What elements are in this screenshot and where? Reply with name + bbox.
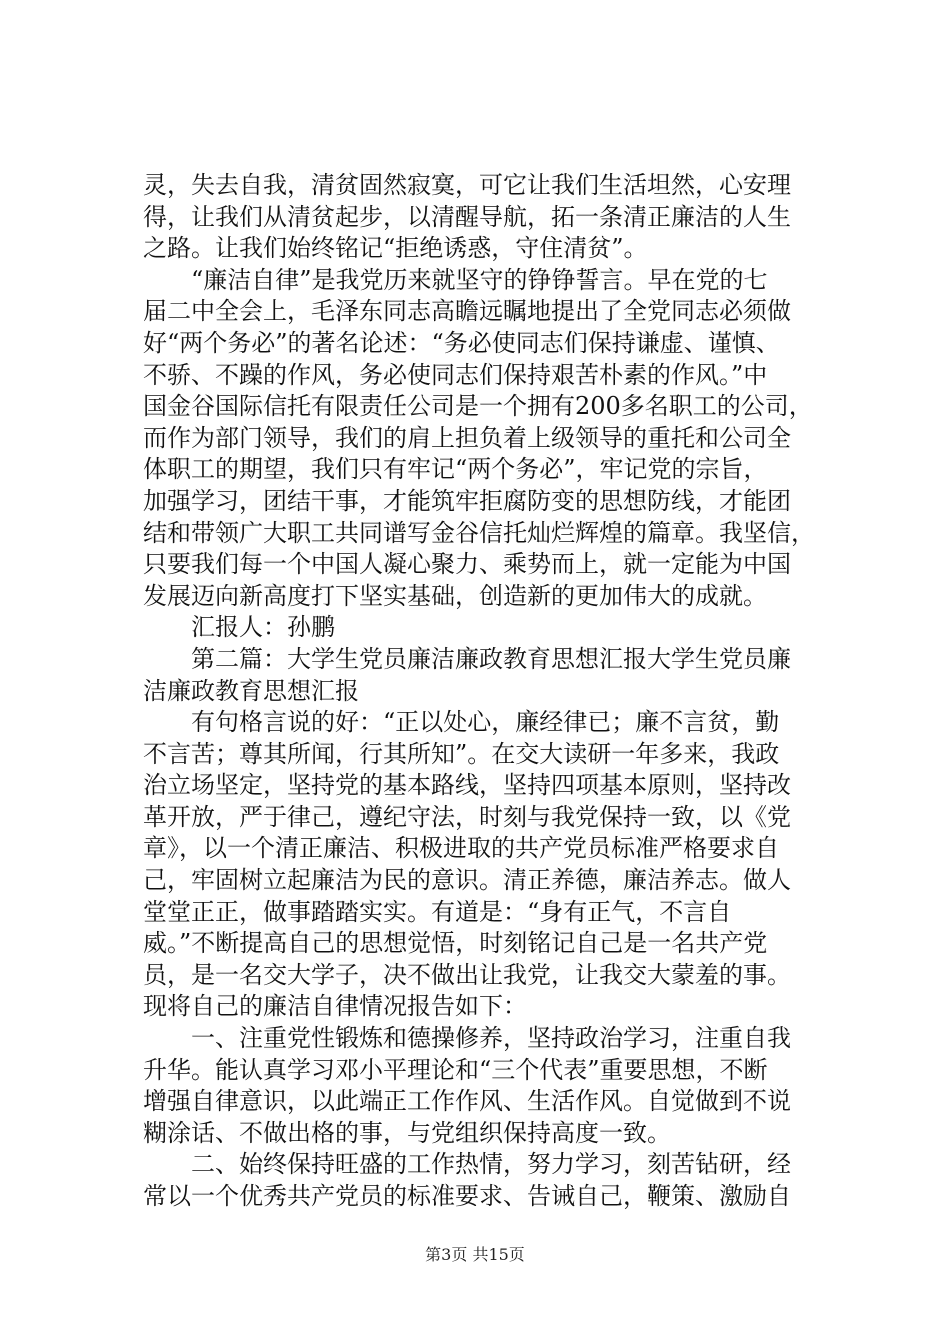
text-line: 升华。能认真学习邓小平理论和“三个代表”重要思想，不断 — [143, 1055, 768, 1084]
text-line: 加强学习，团结干事，才能筑牢拒腐防变的思想防线，才能团 — [143, 486, 791, 515]
text-line: 而作为部门领导，我们的肩上担负着上级领导的重托和公司全 — [143, 423, 791, 452]
text-line: 现将自己的廉洁自律情况报告如下： — [143, 992, 527, 1021]
text-line: 有句格言说的好：“正以处心，廉经律已；廉不言贫，勤 — [143, 708, 780, 737]
text-line: 结和带领广大职工共同谱写金谷信托灿烂辉煌的篇章。我坚信， — [143, 518, 815, 547]
section-heading-line: 洁廉政教育思想汇报 — [143, 676, 359, 705]
text-line: 届二中全会上，毛泽东同志高瞻远瞩地提出了全党同志必须做 — [143, 297, 791, 326]
reporter-line: 汇报人：孙鹏 — [143, 613, 335, 642]
text-line: “廉洁自律”是我党历来就坚守的铮铮誓言。早在党的七 — [143, 265, 768, 294]
text-line: 员，是一名交大学子，决不做出让我党，让我交大蒙羞的事。 — [143, 960, 791, 989]
section-heading-line: 第二篇：大学生党员廉洁廉政教育思想汇报大学生党员廉 — [143, 644, 791, 673]
text-line: 二、始终保持旺盛的工作热情，努力学习，刻苦钻研，经 — [143, 1150, 791, 1179]
text-line: 好“两个务必”的著名论述：“务必使同志们保持谦虚、谨慎、 — [143, 328, 780, 357]
text-line: 国金谷国际信托有限责任公司是一个拥有200多名职工的公司， — [143, 392, 813, 421]
text-line: 革开放，严于律己，遵纪守法，时刻与我党保持一致，以《党 — [143, 802, 791, 831]
text-line: 威。”不断提高自己的思想觉悟，时刻铭记自己是一名共产党 — [143, 929, 768, 958]
text-line: 堂堂正正，做事踏踏实实。有道是：“身有正气，不言自 — [143, 897, 732, 926]
text-line: 不言苦；尊其所闻，行其所知”。在交大读研一年多来，我政 — [143, 739, 780, 768]
text-line: 体职工的期望，我们只有牢记“两个务必”，牢记党的宗旨， — [143, 455, 768, 484]
text-line: 不骄、不躁的作风，务必使同志们保持艰苦朴素的作风。”中 — [143, 360, 768, 389]
text-line: 灵，失去自我，清贫固然寂寞，可它让我们生活坦然，心安理 — [143, 171, 791, 199]
text-line: 增强自律意识，以此端正工作作风、生活作风。自觉做到不说 — [143, 1087, 791, 1116]
page-number-footer: 第3页 共15页 — [425, 1245, 525, 1264]
text-line: 之路。让我们始终铭记“拒绝诱惑，守住清贫”。 — [143, 234, 648, 263]
text-line: 糊涂话、不做出格的事，与党组织保持高度一致。 — [143, 1118, 671, 1147]
text-line: 一、注重党性锻炼和德操修养，坚持政治学习，注重自我 — [143, 1024, 791, 1053]
document-body — [143, 170, 833, 1213]
text-line: 发展迈向新高度打下坚实基础，创造新的更加伟大的成就。 — [143, 581, 767, 610]
text-line: 章》，以一个清正廉洁、积极进取的共产党员标准严格要求自 — [143, 834, 779, 863]
text-line: 得，让我们从清贫起步，以清醒导航，拓一条清正廉洁的人生 — [143, 202, 791, 231]
text-line: 己，牢固树立起廉洁为民的意识。清正养德，廉洁养志。做人 — [143, 866, 791, 895]
text-line: 只要我们每一个中国人凝心聚力、乘势而上，就一定能为中国 — [143, 550, 791, 579]
text-line: 常以一个优秀共产党员的标准要求、告诫自己，鞭策、激励自 — [143, 1182, 791, 1210]
text-line: 治立场坚定，坚持党的基本路线，坚持四项基本原则，坚持改 — [143, 771, 791, 800]
